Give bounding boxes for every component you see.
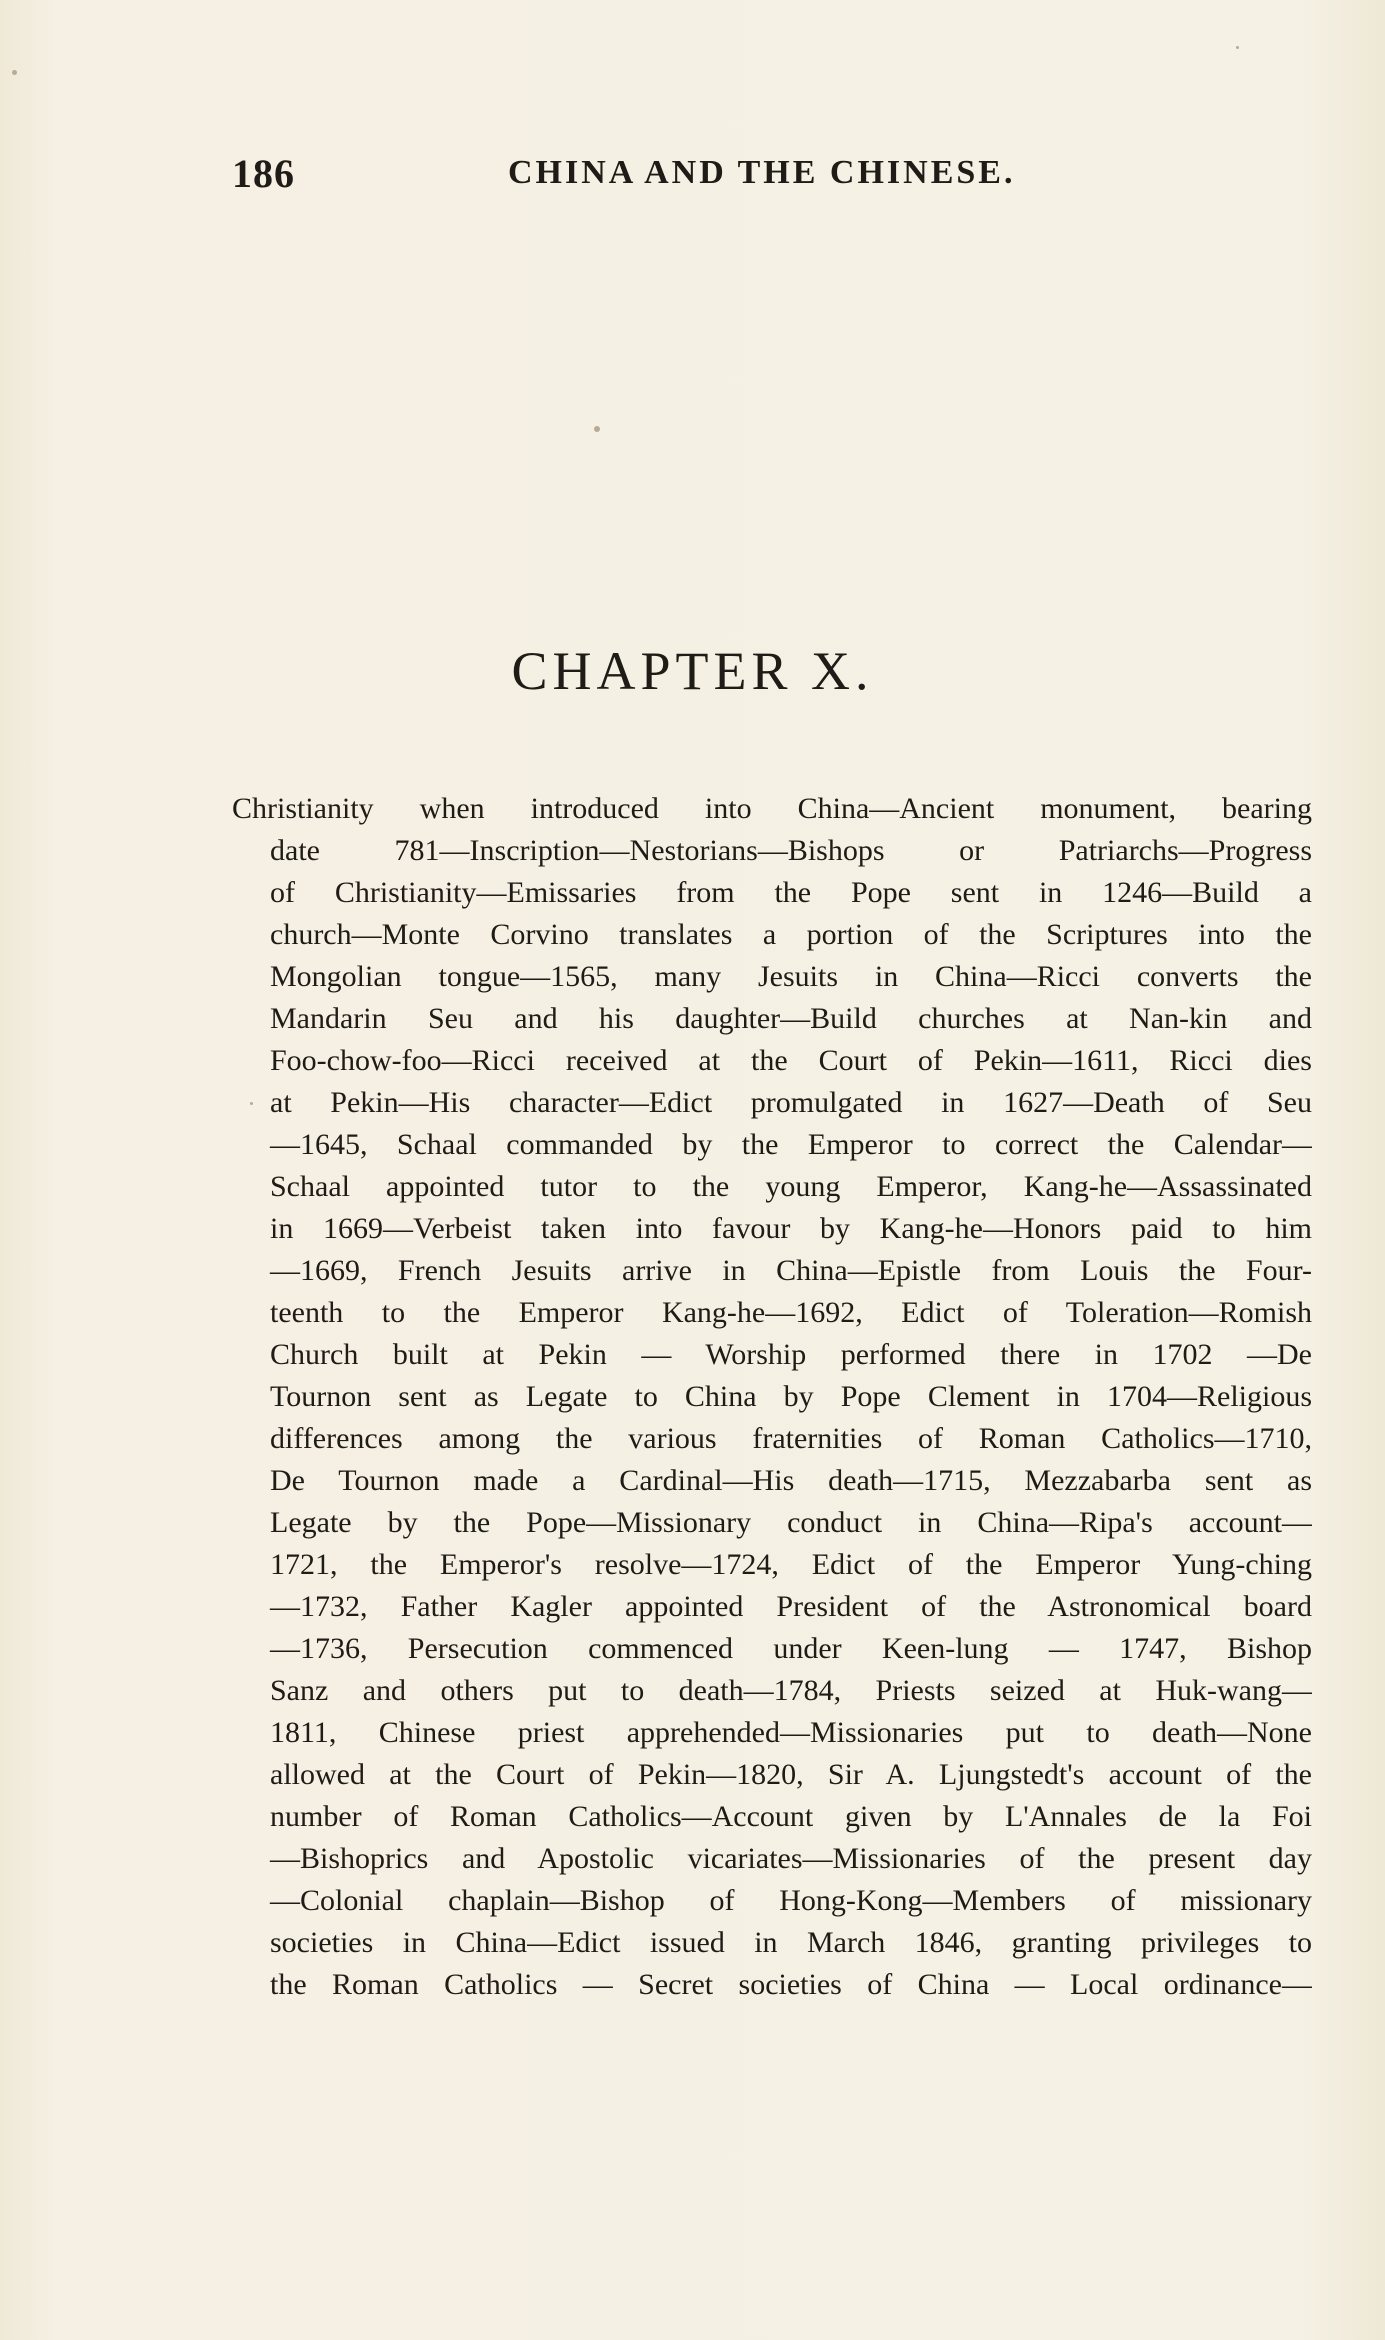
summary-line: societies in China—Edict issued in March 1846, granting privileges to xyxy=(270,1926,1312,1959)
summary-line: of Christianity—Emissaries from the Pope sent in 1246—Build a xyxy=(270,876,1312,909)
summary-line: —Bishoprics and Apostolic vicariates—Missionaries of the present day xyxy=(270,1842,1312,1875)
book-title: CHINA AND THE CHINESE. xyxy=(508,154,1016,191)
summary-line: Christianity when introduced into China—Ancient monument, bearing xyxy=(232,792,1312,825)
page-number: 186 xyxy=(232,151,295,196)
paper-speck xyxy=(12,70,17,75)
summary-line: 1721, the Emperor's resolve—1724, Edict of the Emperor Yung-ching xyxy=(270,1548,1312,1581)
paper-speck xyxy=(1236,46,1239,49)
summary-line: date 781—Inscription—Nestorians—Bishops or Patriarchs—Progress xyxy=(270,834,1312,867)
running-head xyxy=(232,150,1132,210)
summary-line: —Colonial chaplain—Bishop of Hong-Kong—Members of missionary xyxy=(270,1884,1312,1917)
summary-line: Schaal appointed tutor to the young Emperor, Kang-he—Assassinated xyxy=(270,1170,1312,1203)
summary-line: —1732, Father Kagler appointed President of the Astronomical board xyxy=(270,1590,1312,1623)
chapter-heading: CHAPTER X. xyxy=(511,641,874,701)
summary-line: church—Monte Corvino translates a portion of the Scriptures into the xyxy=(270,918,1312,951)
summary-line: differences among the various fraternities of Roman Catholics—1710, xyxy=(270,1422,1312,1455)
summary-line: number of Roman Catholics—Account given by L'Annales de la Foi xyxy=(270,1800,1312,1833)
summary-line: in 1669—Verbeist taken into favour by Kang-he—Honors paid to him xyxy=(270,1212,1312,1245)
summary-line: Mongolian tongue—1565, many Jesuits in China—Ricci converts the xyxy=(270,960,1312,993)
chapter-summary xyxy=(232,788,1312,2006)
summary-line: De Tournon made a Cardinal—His death—1715, Mezzabarba sent as xyxy=(270,1464,1312,1497)
summary-line: Sanz and others put to death—1784, Priests seized at Huk-wang— xyxy=(270,1674,1312,1707)
paper-speck xyxy=(594,426,600,432)
summary-line: allowed at the Court of Pekin—1820, Sir A. Ljungstedt's account of the xyxy=(270,1758,1312,1791)
summary-line: teenth to the Emperor Kang-he—1692, Edict of Toleration—Romish xyxy=(270,1296,1312,1329)
summary-line: —1645, Schaal commanded by the Emperor to correct the Calendar— xyxy=(270,1128,1312,1161)
summary-line: Mandarin Seu and his daughter—Build churches at Nan-kin and xyxy=(270,1002,1312,1035)
summary-line: the Roman Catholics — Secret societies of China — Local ordinance— xyxy=(270,1968,1312,2001)
summary-line: Foo-chow-foo—Ricci received at the Court of Pekin—1611, Ricci dies xyxy=(270,1044,1312,1077)
summary-line: 1811, Chinese priest apprehended—Missionaries put to death—None xyxy=(270,1716,1312,1749)
summary-line: at Pekin—His character—Edict promulgated in 1627—Death of Seu xyxy=(270,1086,1312,1119)
summary-line: —1736, Persecution commenced under Keen-lung — 1747, Bishop xyxy=(270,1632,1312,1665)
summary-line: Tournon sent as Legate to China by Pope Clement in 1704—Religious xyxy=(270,1380,1312,1413)
summary-line: —1669, French Jesuits arrive in China—Epistle from Louis the Four- xyxy=(270,1254,1312,1287)
summary-line: Legate by the Pope—Missionary conduct in China—Ripa's account— xyxy=(270,1506,1312,1539)
summary-line: Church built at Pekin — Worship performed there in 1702 —De xyxy=(270,1338,1312,1371)
